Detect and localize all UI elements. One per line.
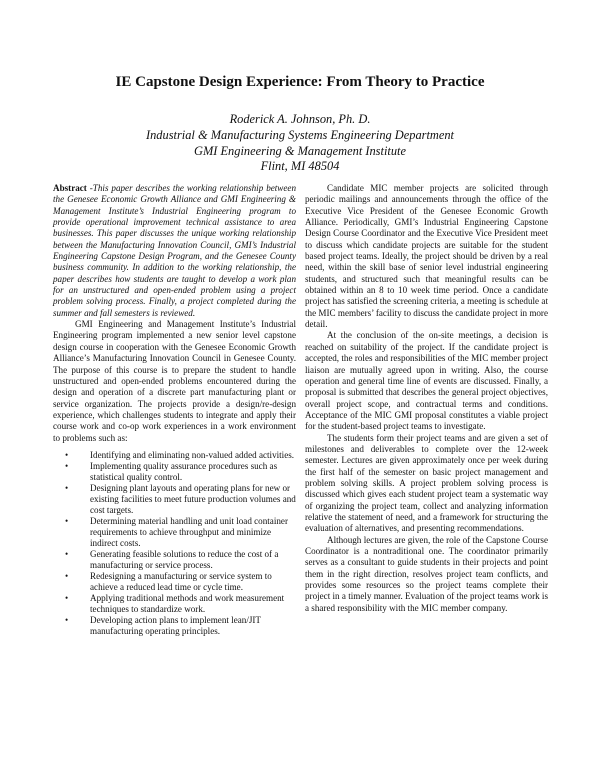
bullet-icon: • [65, 592, 69, 603]
author-department: Industrial & Manufacturing Systems Engineering Department [145, 127, 454, 142]
list-item: • Designing plant layouts and operating plans for new or existing facilities to meet future production volumes and cost targets. [65, 482, 296, 515]
left-column [53, 183, 296, 637]
abstract-text: -This paper describes the working relationship between the Genesee Economic Growth Alliance and GMI Engineering & Management Institute’s Industrial Engineering program to provide operational improvement technical assistance to area businesses. This paper discusses the unique working relationship between the Manufacturing Innovation Council, GMI’s Industrial Engineering Capstone Design Program, and the Genesee County business community. In addition to the working relationship, the paper describes how students are taught to develop a work plan for an unstructured and open-ended problem using a project problem solving process. Finally, a project completed during the summer and fall semesters is reviewed. [53, 183, 296, 318]
list-item: • Applying traditional methods and work measurement techniques to standardize work. [65, 592, 285, 614]
intro-paragraph: GMI Engineering and Management Institute’s Industrial Engineering program implemented a new senior level capstone design course in cooperation with the Genesee Economic Growth Alliance’s Manufacturing Innovation Council in Genesee County. The purpose of this course is to prepare the student to handle unstructured and open-ended problems encountered during the design and operation of a discrete part manufacturing plant or service organization. The projects provide a design/re-design experience, which challenges students to integrate and apply their course work and co-op work experiences in a work environment to problems such as: [53, 319, 296, 443]
body-paragraph: Although lectures are given, the role of the Capstone Course Coordinator is a nontraditional one. The coordinator primarily serves as a consultant to guide students in their projects and point them in the right direction, resolves project team conflicts, and provides some resources so the project teams complete their project in a timely manner. Evaluation of the project teams work is a shared responsibility with the MIC member company. [305, 534, 548, 613]
author-location: Flint, MI 48504 [260, 159, 340, 174]
author-institution: GMI Engineering & Management Institute [194, 143, 406, 158]
list-item: • Developing action plans to implement lean/JIT manufacturing operating principles. [65, 614, 261, 636]
abstract-label: Abstract [53, 183, 87, 193]
bullet-icon: • [65, 548, 69, 559]
list-item: • Identifying and eliminating non-valued added activities. [65, 449, 295, 460]
body-paragraph: Candidate MIC member projects are solicited through periodic mailings and announcements through the office of the Executive Vice President of the Genesee Economic Growth Alliance. Periodically, GMI’s Industrial Engineering Capstone Design Course Coordinator and the Executive Vice President meet to discuss which candidate projects are suitable for the student based project teams. Ideally, the project should be driven by a real need, within the skill base of senior level industrial engineering students, and structured such that meaningful results can be obtained within an 8 to 10 week time period. Once a candidate project has satisfied the screening criteria, a meeting is schedule at the MIC members’ facility to discuss the candidate project in more detail. [305, 183, 548, 330]
paper-title: IE Capstone Design Experience: From Theory to Practice [115, 74, 485, 90]
bullet-icon: • [65, 515, 69, 526]
list-item: • Determining material handling and unit load container requirements to achieve throughput and minimize indirect costs. [65, 515, 288, 548]
bullet-icon: • [65, 449, 69, 460]
list-item: • Redesigning a manufacturing or service system to achieve a reduced lead time or cycle time. [65, 570, 272, 592]
bullet-icon: • [65, 482, 69, 493]
bullet-icon: • [65, 460, 69, 471]
list-item: • Generating feasible solutions to reduce the cost of a manufacturing or service process. [65, 548, 279, 570]
bullet-icon: • [65, 570, 69, 581]
author-block [0, 112, 600, 175]
right-column [305, 183, 548, 614]
abstract [53, 183, 296, 319]
body-paragraph: The students form their project teams and are given a set of milestones and deliverables to complete over the 12-week semester. Lectures are given approximately once per week during the first half of the semester on basic project management and problem solving skills. A project problem solving process is discussed which gives each student project team a systematic way of organizing the project team, collect and analyzing information relative the statement of need, and a framework for structuring the evaluation of alternatives, and presenting recommendations. [305, 432, 548, 534]
bullet-icon: • [65, 614, 69, 625]
list-item: • Implementing quality assurance procedures such as statistical quality control. [65, 460, 278, 482]
problem-list [53, 450, 296, 637]
body-paragraph: At the conclusion of the on-site meetings, a decision is reached on suitability of the project. If the candidate project is accepted, the roles and responsibilities of the MIC member project liaison are mutually agreed upon in writing. Also, the course operation and general time line of events are discussed. Finally, a proposal is submitted that describes the general project objectives, overall project scope, and contractual terms and conditions. Acceptance of the MIC GMI proposal constitutes a viable project for the student-based project teams to investigate. [305, 330, 548, 432]
author-name: Roderick A. Johnson, Ph. D. [229, 112, 371, 126]
